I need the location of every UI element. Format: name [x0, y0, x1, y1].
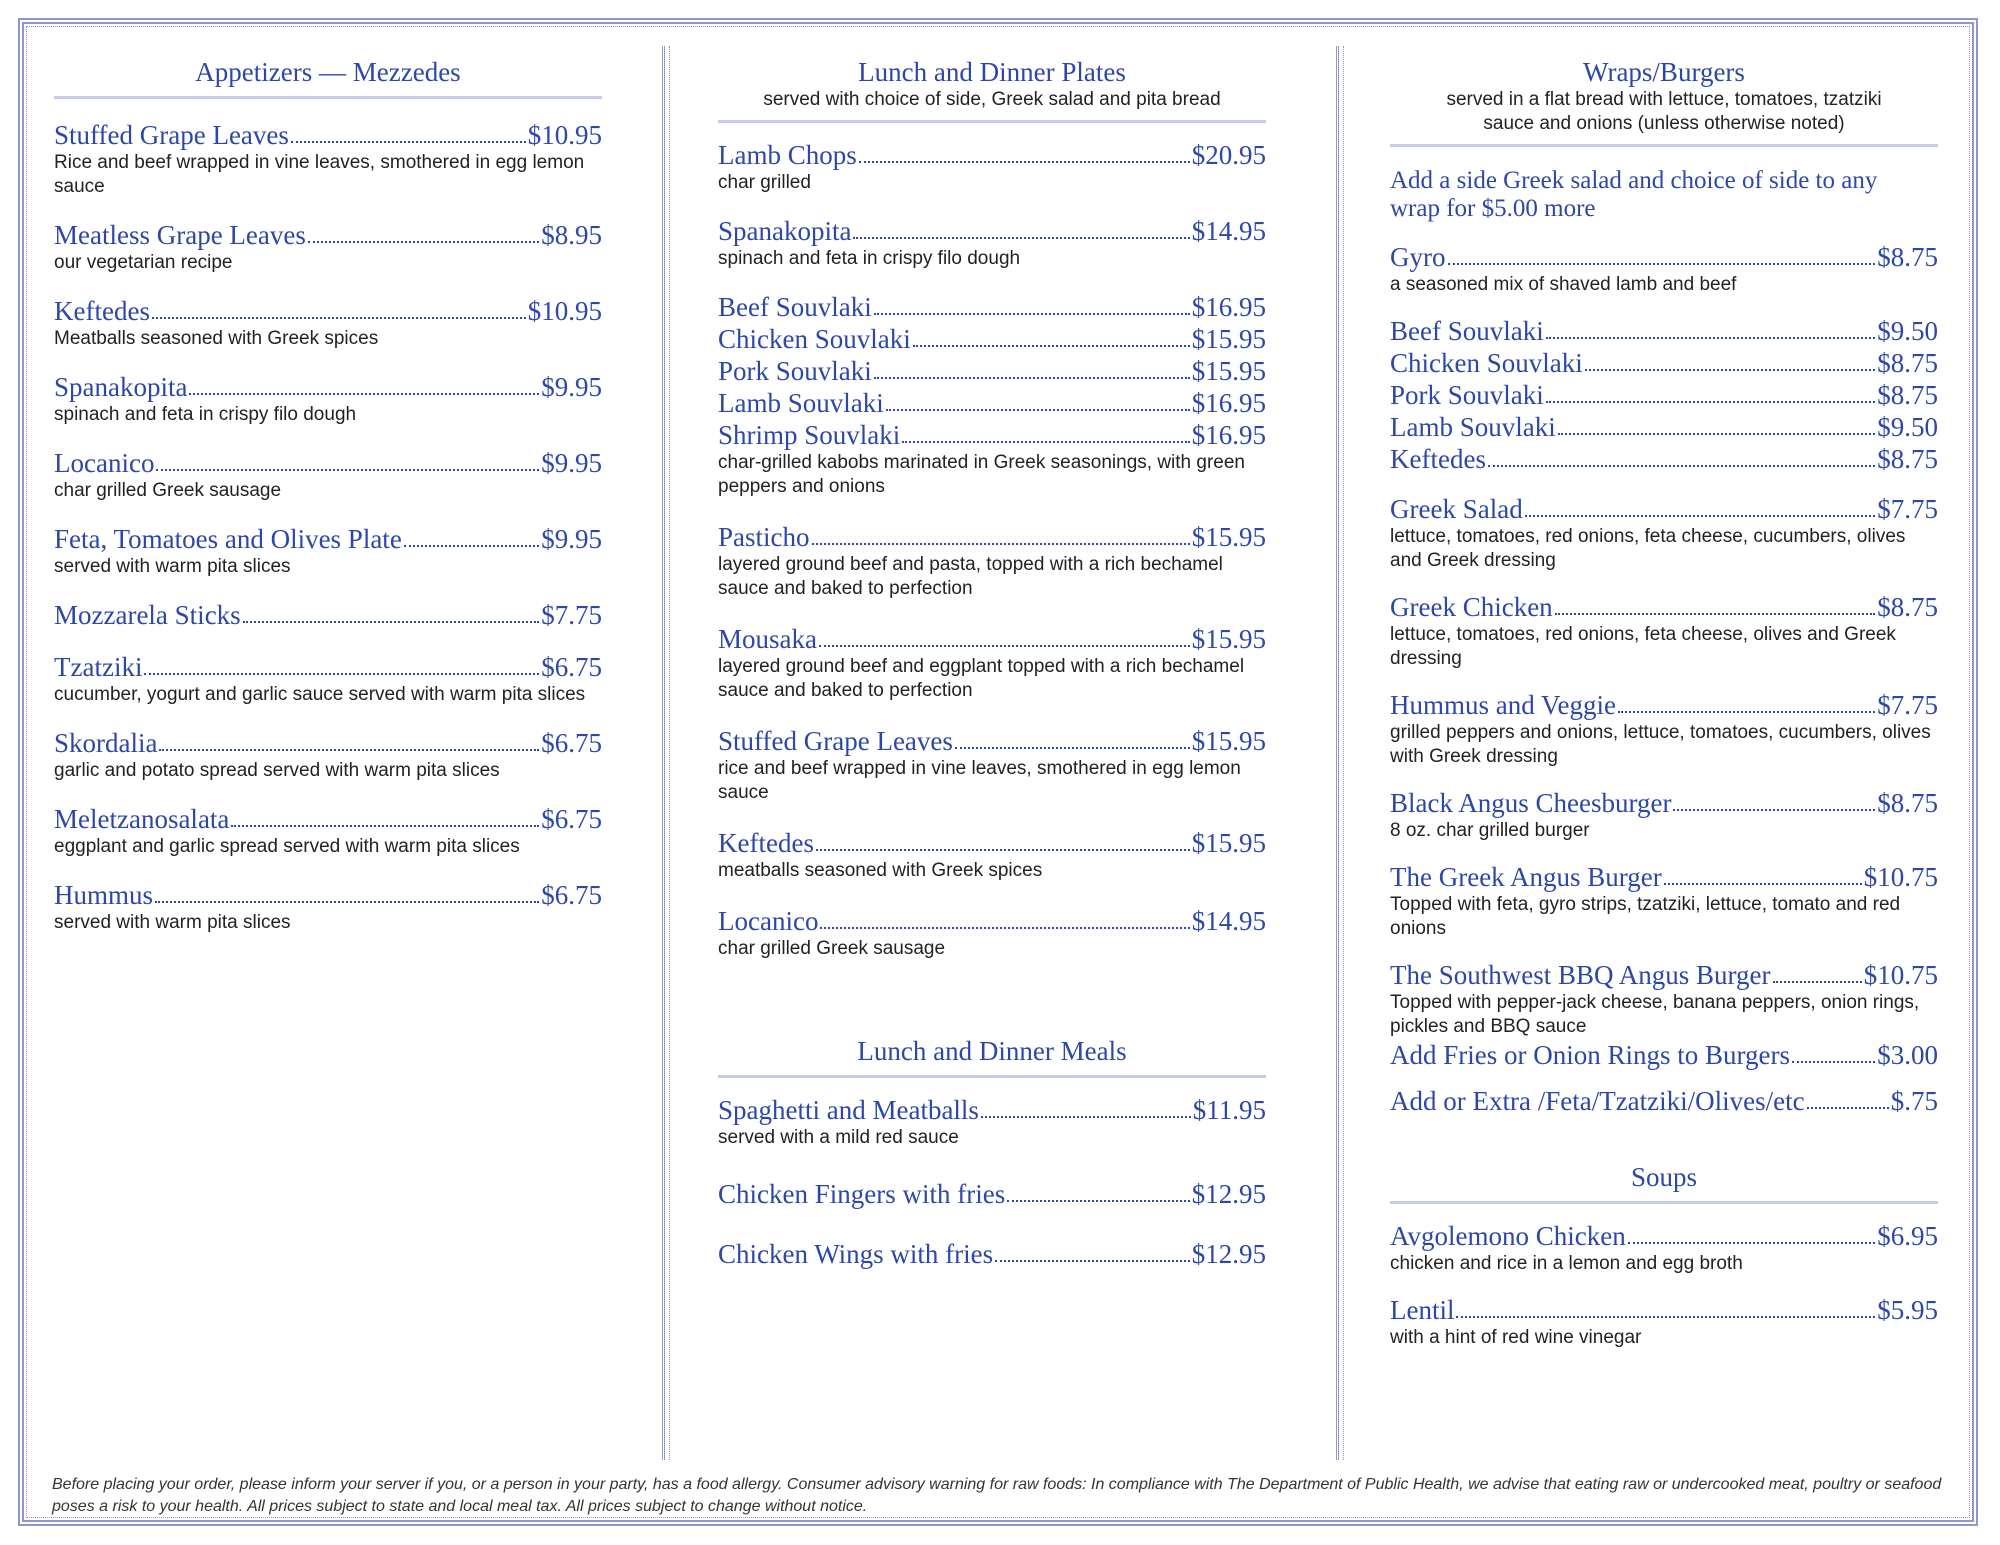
menu-item-description: grilled peppers and onions, lettuce, tomatoes, cucumbers, olives with Greek dressing	[1390, 722, 1931, 767]
dot-leader	[243, 621, 540, 623]
menu-item-price: $15.95	[1191, 522, 1266, 552]
menu-item-description: Topped with pepper-jack cheese, banana peppers, onion rings, pickles and BBQ sauce	[1390, 992, 1920, 1037]
menu-item	[54, 447, 602, 503]
menu-item	[1390, 493, 1938, 573]
menu-item-price: $8.75	[1877, 788, 1938, 818]
dot-leader	[1664, 883, 1862, 885]
menu-item	[1390, 1220, 1938, 1276]
menu-item-description: with a hint of red wine vinegar	[1390, 1327, 1642, 1348]
menu-item-name: Stuffed Grape Leaves	[54, 120, 289, 150]
dot-leader	[1456, 1316, 1875, 1318]
menu-item-name: Tzatziki	[54, 652, 143, 682]
menu-item-price: $7.75	[1877, 494, 1938, 524]
menu-item-description: 8 oz. char grilled burger	[1390, 820, 1590, 841]
menu-item-description: layered ground beef and eggplant topped with a rich bechamel sauce and baked to perfection	[718, 656, 1245, 701]
menu-item	[54, 599, 602, 631]
dot-leader	[859, 161, 1190, 163]
menu-item-price: $7.75	[541, 600, 602, 630]
dot-leader	[404, 545, 539, 547]
menu-item-line	[1390, 241, 1938, 273]
dot-leader	[152, 317, 526, 319]
dot-leader	[1546, 401, 1875, 403]
dot-leader	[1618, 711, 1875, 713]
menu-item-line	[1390, 1294, 1938, 1326]
dot-leader	[1792, 1061, 1875, 1063]
dot-leader	[1546, 337, 1876, 339]
menu-item	[54, 523, 602, 579]
menu-item-name: Chicken Wings with fries	[718, 1239, 994, 1269]
menu-item	[718, 623, 1266, 703]
menu-item	[54, 879, 602, 935]
menu-item-line	[1390, 347, 1938, 379]
menu-item-name: Add or Extra /Feta/Tzatziki/Olives/etc	[1390, 1086, 1805, 1116]
menu-item-price: $6.75	[541, 728, 602, 758]
menu-item-line	[54, 523, 602, 555]
menu-item-name: Pork Souvlaki	[1390, 380, 1544, 410]
menu-item-name: Meatless Grape Leaves	[54, 220, 306, 250]
menu-item-name: Gyro	[1390, 242, 1446, 272]
menu-item-description: Rice and beef wrapped in vine leaves, smothered in egg lemon sauce	[54, 152, 585, 197]
menu-item-description: char grilled Greek sausage	[718, 938, 946, 959]
menu-item-price: $10.75	[1863, 960, 1938, 990]
section-title: Wraps/Burgers	[1583, 57, 1745, 87]
wrap-upgrade-note: Add a side Greek salad and choice of side to any wrap for $5.00 more	[1390, 167, 1878, 222]
menu-item-name: Greek Chicken	[1390, 592, 1553, 622]
section-rule	[1390, 1201, 1938, 1204]
column-divider	[662, 46, 670, 1460]
dot-leader	[812, 543, 1190, 545]
menu-item-line	[718, 1178, 1266, 1210]
menu-item-price: $15.95	[1191, 726, 1266, 756]
dot-leader	[1007, 1200, 1190, 1202]
dot-leader	[1673, 809, 1875, 811]
menu-item-name: Keftedes	[1390, 444, 1486, 474]
menu-item	[718, 1178, 1266, 1210]
menu-item-price: $16.95	[1191, 420, 1266, 450]
menu-item	[1390, 411, 1938, 443]
menu-item-name: Spanakopita	[54, 372, 188, 402]
section-rule	[1390, 144, 1938, 147]
appetizers-column	[54, 46, 602, 935]
menu-item-description: char grilled Greek sausage	[54, 480, 282, 501]
menu-item-price: $14.95	[1191, 216, 1266, 246]
dot-leader	[1555, 613, 1876, 615]
menu-item-price: $9.50	[1877, 316, 1938, 346]
menu-item-name: The Southwest BBQ Angus Burger	[1390, 960, 1771, 990]
menu-item	[718, 905, 1266, 961]
menu-item-line	[718, 355, 1266, 387]
plates-list	[718, 139, 1266, 961]
menu-item-name: Stuffed Grape Leaves	[718, 726, 953, 756]
menu-item-price: $8.95	[541, 220, 602, 250]
dot-leader	[995, 1260, 1190, 1262]
section-subtitle: served in a flat bread with lettuce, tomatoes, tzatziki sauce and onions (unless otherwise noted)	[1446, 89, 1882, 134]
menu-item-name: Lentil	[1390, 1295, 1455, 1325]
menu-item-line	[1390, 861, 1938, 893]
menu-item	[1390, 443, 1938, 475]
menu-item-name: Shrimp Souvlaki	[718, 420, 901, 450]
menu-item-description: lettuce, tomatoes, red onions, feta cheese, olives and Greek dressing	[1390, 624, 1896, 669]
menu-item-name: Lamb Souvlaki	[1390, 412, 1556, 442]
menu-item	[54, 371, 602, 427]
menu-item	[718, 291, 1266, 323]
menu-item-price: $11.95	[1192, 1095, 1266, 1125]
menu-item-name: Keftedes	[54, 296, 150, 326]
menu-item-description: layered ground beef and pasta, topped with a rich bechamel sauce and baked to perfection	[718, 554, 1223, 599]
dot-leader	[308, 241, 539, 243]
menu-item-line	[718, 419, 1266, 451]
menu-item-price: $16.95	[1191, 292, 1266, 322]
menu-item-name: Locanico	[718, 906, 819, 936]
column-divider	[1336, 46, 1344, 1460]
menu-item-description: spinach and feta in crispy filo dough	[718, 248, 1021, 269]
menu-item-price: $20.95	[1191, 140, 1266, 170]
menu-item-price: $10.95	[527, 120, 602, 150]
menu-item-line	[1390, 1039, 1938, 1071]
menu-item	[1390, 347, 1938, 379]
menu-item	[718, 1238, 1266, 1270]
menu-item-description: chicken and rice in a lemon and egg broth	[1390, 1253, 1743, 1274]
menu-item	[54, 219, 602, 275]
menu-item-price: $9.95	[541, 372, 602, 402]
menu-item-description: rice and beef wrapped in vine leaves, smothered in egg lemon sauce	[718, 758, 1241, 803]
menu-item-price: $16.95	[1191, 388, 1266, 418]
menu-item-price: $.75	[1890, 1086, 1938, 1116]
dot-leader	[291, 141, 526, 143]
menu-item	[1390, 861, 1938, 941]
menu-item-price: $8.75	[1877, 242, 1938, 272]
menu-item-line	[1390, 493, 1938, 525]
menu-item	[1390, 1085, 1938, 1117]
menu-item-line	[54, 879, 602, 911]
menu-item-line	[718, 521, 1266, 553]
menu-item-name: Greek Salad	[1390, 494, 1523, 524]
dot-leader	[1525, 515, 1876, 517]
dot-leader	[159, 749, 539, 751]
menu-item-line	[54, 119, 602, 151]
menu-item-description: served with warm pita slices	[54, 556, 291, 577]
menu-item-line	[54, 727, 602, 759]
menu-item-line	[54, 295, 602, 327]
menu-item-name: Pork Souvlaki	[718, 356, 872, 386]
menu-item-name: Chicken Souvlaki	[718, 324, 911, 354]
menu-item-line	[718, 215, 1266, 247]
menu-item-description: cucumber, yogurt and garlic sauce served with warm pita slices	[54, 684, 586, 705]
menu-item-name: Black Angus Cheesburger	[1390, 788, 1672, 818]
menu-item-description: eggplant and garlic spread served with warm pita slices	[54, 836, 520, 857]
menu-item-line	[1390, 959, 1938, 991]
menu-item-line	[1390, 315, 1938, 347]
dot-leader	[1628, 1242, 1876, 1244]
menu-item-line	[718, 1094, 1266, 1126]
menu-item	[1390, 1294, 1938, 1350]
menu-item-name: Spaghetti and Meatballs	[718, 1095, 979, 1125]
menu-item-name: Mozzarela Sticks	[54, 600, 241, 630]
menu-item-name: Mousaka	[718, 624, 817, 654]
menu-item-description: char-grilled kabobs marinated in Greek seasonings, with green peppers and onions	[718, 452, 1245, 497]
menu-item-name: Keftedes	[718, 828, 814, 858]
menu-item-price: $15.95	[1191, 356, 1266, 386]
menu-item	[1390, 315, 1938, 347]
menu-item-name: Beef Souvlaki	[718, 292, 872, 322]
menu-item	[718, 215, 1266, 271]
menu-item-description: Topped with feta, gyro strips, tzatziki, lettuce, tomato and red onions	[1390, 894, 1901, 939]
menu-item-name: Add Fries or Onion Rings to Burgers	[1390, 1040, 1791, 1070]
meals-list	[718, 1094, 1266, 1270]
menu-item-description: char grilled	[718, 172, 811, 193]
menu-item-price: $8.75	[1877, 444, 1938, 474]
menu-item-price: $9.95	[541, 448, 602, 478]
menu-item-line	[54, 803, 602, 835]
menu-item	[718, 725, 1266, 805]
menu-item-name: Lamb Souvlaki	[718, 388, 884, 418]
menu-item-name: Skordalia	[54, 728, 158, 758]
menu-item-line	[54, 371, 602, 403]
menu-item-line	[718, 827, 1266, 859]
menu-item-line	[718, 323, 1266, 355]
menu-item-name: Hummus	[54, 880, 154, 910]
menu-item-line	[718, 905, 1266, 937]
menu-item	[54, 803, 602, 859]
menu-item-price: $8.75	[1877, 380, 1938, 410]
dot-leader	[853, 237, 1189, 239]
dot-leader	[155, 901, 539, 903]
menu-item-price: $6.75	[541, 880, 602, 910]
dot-leader	[1773, 981, 1862, 983]
menu-item	[1390, 1039, 1938, 1071]
menu-item-price: $15.95	[1191, 828, 1266, 858]
menu-item-name: Meletzanosalata	[54, 804, 230, 834]
menu-item-name: Feta, Tomatoes and Olives Plate	[54, 524, 402, 554]
menu-item-price: $9.50	[1877, 412, 1938, 442]
menu-item	[718, 521, 1266, 601]
section-rule	[718, 1075, 1266, 1078]
menu-item-name: Chicken Fingers with fries	[718, 1179, 1006, 1209]
menu-item	[1390, 591, 1938, 671]
section-rule	[718, 120, 1266, 123]
dot-leader	[955, 747, 1190, 749]
menu-item-line	[718, 387, 1266, 419]
menu-item-name: Lamb Chops	[718, 140, 857, 170]
menu-item-name: The Greek Angus Burger	[1390, 862, 1662, 892]
wraps-list	[1390, 241, 1938, 1117]
allergy-disclaimer: Before placing your order, please inform your server if you, or a person in your party, has a food allergy. Consumer advisory warning for raw foods: In compliance with The Department of Public Health, we advise that eating raw or undercooked meat, poultry or seafood poses a risk to your health. All prices subject to state and local meal tax. All prices subject to change without notice.	[52, 1476, 1942, 1515]
wraps-column	[1390, 46, 1938, 1350]
menu-item-line	[718, 291, 1266, 323]
menu-item-price: $8.75	[1877, 348, 1938, 378]
menu-item-price: $6.95	[1877, 1221, 1938, 1251]
menu-item-description: served with warm pita slices	[54, 912, 291, 933]
section-title: Soups	[1630, 1162, 1698, 1192]
dot-leader	[144, 673, 539, 675]
dot-leader	[1558, 433, 1876, 435]
menu-item-price: $8.75	[1877, 592, 1938, 622]
dot-leader	[1448, 263, 1876, 265]
dot-leader	[913, 345, 1190, 347]
menu-item-price: $10.95	[527, 296, 602, 326]
menu-item-line	[1390, 689, 1938, 721]
menu-item-price: $9.95	[541, 524, 602, 554]
menu-item	[718, 355, 1266, 387]
section-title: Lunch and Dinner Meals	[857, 1036, 1127, 1066]
menu-item-name: Spanakopita	[718, 216, 852, 246]
menu-item	[718, 827, 1266, 883]
menu-item-price: $10.75	[1863, 862, 1938, 892]
menu-item-price: $6.75	[541, 652, 602, 682]
dot-leader	[1585, 369, 1876, 371]
menu-item-description: garlic and potato spread served with warm pita slices	[54, 760, 500, 781]
menu-item-name: Locanico	[54, 448, 155, 478]
menu-item	[1390, 241, 1938, 297]
dot-leader	[874, 377, 1190, 379]
dot-leader	[231, 825, 539, 827]
section-subtitle: served with choice of side, Greek salad and pita bread	[763, 89, 1221, 110]
dot-leader	[156, 469, 539, 471]
menu-item	[718, 387, 1266, 419]
menu-item-name: Pasticho	[718, 522, 810, 552]
menu-item-price: $14.95	[1191, 906, 1266, 936]
menu-item-line	[718, 623, 1266, 655]
menu-item-name: Beef Souvlaki	[1390, 316, 1544, 346]
dot-leader	[886, 409, 1190, 411]
menu-item-line	[1390, 411, 1938, 443]
dot-leader	[819, 645, 1190, 647]
dot-leader	[816, 849, 1190, 851]
menu-item-price: $7.75	[1877, 690, 1938, 720]
menu-item-line	[718, 1238, 1266, 1270]
menu-item	[1390, 959, 1938, 1039]
menu-item-price: $15.95	[1191, 324, 1266, 354]
menu-item-line	[54, 651, 602, 683]
menu-item-description: our vegetarian recipe	[54, 252, 233, 273]
dot-leader	[1807, 1107, 1889, 1109]
menu-item	[54, 295, 602, 351]
menu-item-name: Hummus and Veggie	[1390, 690, 1616, 720]
menu-item-line	[718, 725, 1266, 757]
menu-item-price: $5.95	[1877, 1295, 1938, 1325]
menu-item-price: $6.75	[541, 804, 602, 834]
menu-item	[1390, 787, 1938, 843]
menu-item	[1390, 689, 1938, 769]
menu-item	[54, 727, 602, 783]
menu-item-price: $15.95	[1191, 624, 1266, 654]
soups-list	[1390, 1220, 1938, 1350]
dot-leader	[902, 441, 1189, 443]
dot-leader	[820, 927, 1189, 929]
menu-item	[718, 1094, 1266, 1150]
menu-item	[54, 119, 602, 199]
menu-item-price: $3.00	[1877, 1040, 1938, 1070]
section-title: Appetizers — Mezzedes	[195, 57, 461, 87]
menu-item-line	[1390, 787, 1938, 819]
menu-item-line	[1390, 591, 1938, 623]
menu-item-description: a seasoned mix of shaved lamb and beef	[1390, 274, 1737, 295]
menu-item-line	[1390, 1085, 1938, 1117]
menu-item-line	[1390, 443, 1938, 475]
menu-item-description: lettuce, tomatoes, red onions, feta cheese, cucumbers, olives and Greek dressing	[1390, 526, 1906, 571]
menu-item-line	[54, 447, 602, 479]
menu-item	[1390, 379, 1938, 411]
dot-leader	[874, 313, 1190, 315]
menu-item-name: Avgolemono Chicken	[1390, 1221, 1626, 1251]
menu-item-description: meatballs seasoned with Greek spices	[718, 860, 1043, 881]
menu-item-line	[718, 139, 1266, 171]
menu-item-line	[1390, 1220, 1938, 1252]
dot-leader	[981, 1116, 1191, 1118]
menu-item	[718, 419, 1266, 499]
appetizers-list	[54, 119, 602, 935]
menu-item-description: Meatballs seasoned with Greek spices	[54, 328, 379, 349]
menu-item-line	[54, 219, 602, 251]
menu-item	[718, 139, 1266, 195]
menu-item-name: Chicken Souvlaki	[1390, 348, 1583, 378]
menu-item-description: spinach and feta in crispy filo dough	[54, 404, 357, 425]
menu-item	[718, 323, 1266, 355]
menu-item-description: served with a mild red sauce	[718, 1127, 959, 1148]
plates-column	[718, 46, 1266, 1270]
menu-item-price: $12.95	[1191, 1239, 1266, 1269]
menu-item	[54, 651, 602, 707]
dot-leader	[189, 393, 539, 395]
menu-item-price: $12.95	[1191, 1179, 1266, 1209]
section-rule	[54, 96, 602, 99]
dot-leader	[1488, 465, 1875, 467]
section-title: Lunch and Dinner Plates	[858, 57, 1126, 87]
menu-item-line	[1390, 379, 1938, 411]
menu-item-line	[54, 599, 602, 631]
